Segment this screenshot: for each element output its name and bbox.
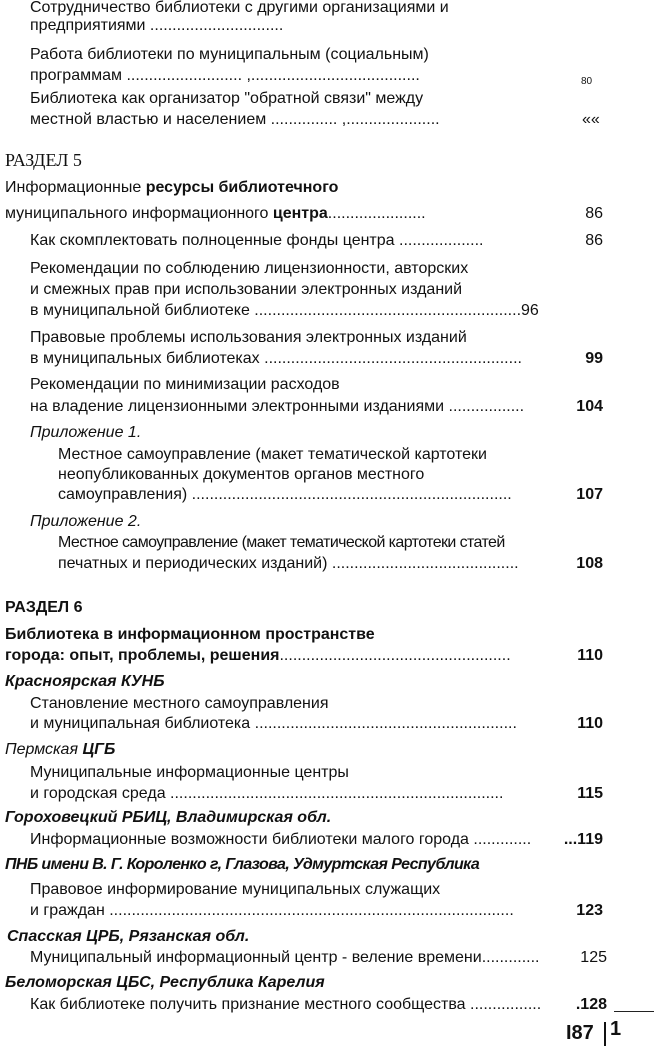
toc-entry-text: Местное самоуправление (макет тематической картотеки статей <box>58 534 505 551</box>
toc-entry-text: Муниципальный информационный центр - веление времени............. <box>30 949 540 966</box>
toc-entry-text: Рекомендации по минимизации расходов <box>30 376 340 393</box>
toc-entry-text: Становление местного самоуправления <box>30 695 329 712</box>
toc-entry-text: Правовое информирование муниципальных служащих <box>30 881 441 898</box>
toc-page-number: 99 <box>585 350 603 367</box>
toc-entry-text: печатных и периодических изданий) .......................................... <box>58 555 519 572</box>
toc-page-number: 115 <box>577 785 603 802</box>
toc-entry-text: Местное самоуправление (макет тематической картотеки <box>58 446 487 463</box>
toc-entry-text: Как библиотеке получить признание местного сообщества ................ <box>30 996 542 1013</box>
library-heading: Красноярская КУНБ <box>5 673 165 690</box>
toc-entry-text: на владение лицензионными электронными изданиями ................. <box>30 398 525 415</box>
appendix-label: Приложение 2. <box>30 513 142 530</box>
toc-page-number: 110 <box>577 647 603 664</box>
toc-page-number: 80 <box>581 76 593 87</box>
toc-page-number: 86 <box>585 205 603 222</box>
toc-entry-text: и граждан ........................................................................................... <box>30 902 514 919</box>
library-heading: Спасская ЦРБ, Рязанская обл. <box>7 928 250 945</box>
toc-page-number: 104 <box>576 398 603 415</box>
section-heading: РАЗДЕЛ 6 <box>5 599 83 616</box>
library-heading: ПНБ имени В. Г. Короленко г, Глазова, Удмуртская Республика <box>5 856 480 873</box>
library-heading: Беломорская ЦБС, Республика Карелия <box>5 974 325 991</box>
toc-page-number: ...119 <box>563 831 603 848</box>
toc-page-number: 86 <box>585 232 603 249</box>
rule-line <box>614 1011 654 1012</box>
toc-page-number: 125 <box>580 949 607 966</box>
folio-divider <box>604 1022 606 1046</box>
toc-entry-text: Сотрудничество библиотеки с другими организациями и <box>30 0 449 16</box>
section-title: Информационные ресурсы библиотечного <box>5 179 339 196</box>
toc-entry-text: предприятиями .............................. <box>30 17 284 34</box>
toc-entry-text: местной властью и населением ............... ,..................... <box>30 111 440 128</box>
toc-entry-text: Муниципальные информационные центры <box>30 764 349 781</box>
toc-entry-text: Как скомплектовать полноценные фонды центра ................... <box>30 232 484 249</box>
toc-entry-text: и муниципальная библиотека ........................................................... <box>30 715 517 732</box>
page-folio-number: 1 <box>610 1018 622 1040</box>
appendix-label: Приложение 1. <box>30 424 142 441</box>
toc-entry-text: и городская среда ........................................................................... <box>30 785 504 802</box>
toc-entry-text: Информационные возможности библиотеки малого города ............. <box>30 831 532 848</box>
toc-entry-text: программам .......................... ,...................................... <box>30 67 420 84</box>
toc-page-number: «« <box>582 111 600 128</box>
toc-entry-text: в муниципальной библиотеке ............................................................96 <box>30 302 539 319</box>
toc-entry-text: Работа библиотеки по муниципальным (социальным) <box>30 46 429 63</box>
toc-entry-text: в муниципальных библиотеках .......................................................... <box>30 350 522 367</box>
toc-entry-text: неопубликованных документов органов местного <box>58 466 425 483</box>
toc-page-number: .128 <box>575 996 607 1013</box>
toc-page-number: 107 <box>576 486 603 503</box>
toc-entry-text: самоуправления) ........................................................................ <box>58 486 512 503</box>
page-folio: I87 <box>566 1022 594 1044</box>
library-heading: Пермская ЦГБ <box>5 741 116 758</box>
section-title: Библиотека в информационном пространстве <box>5 626 375 643</box>
section-title: города: опыт, проблемы, решения.................................................... <box>5 647 511 664</box>
section-heading: РАЗДЕЛ 5 <box>5 150 82 170</box>
toc-page-number: 123 <box>576 902 603 919</box>
section-title: муниципального информационного центра...................... <box>5 205 426 222</box>
toc-entry-text: Правовые проблемы использования электронных изданий <box>30 329 467 346</box>
toc-entry-text: Библиотека как организатор "обратной связи" между <box>30 90 424 107</box>
toc-entry-text: Рекомендации по соблюдению лицензионности, авторских <box>30 260 469 277</box>
toc-page-number: 110 <box>577 715 603 732</box>
toc-entry-text: и смежных прав при использовании электронных изданий <box>30 281 463 298</box>
toc-page-number: 108 <box>576 555 603 572</box>
library-heading: Гороховецкий РБИЦ, Владимирская обл. <box>5 809 332 826</box>
